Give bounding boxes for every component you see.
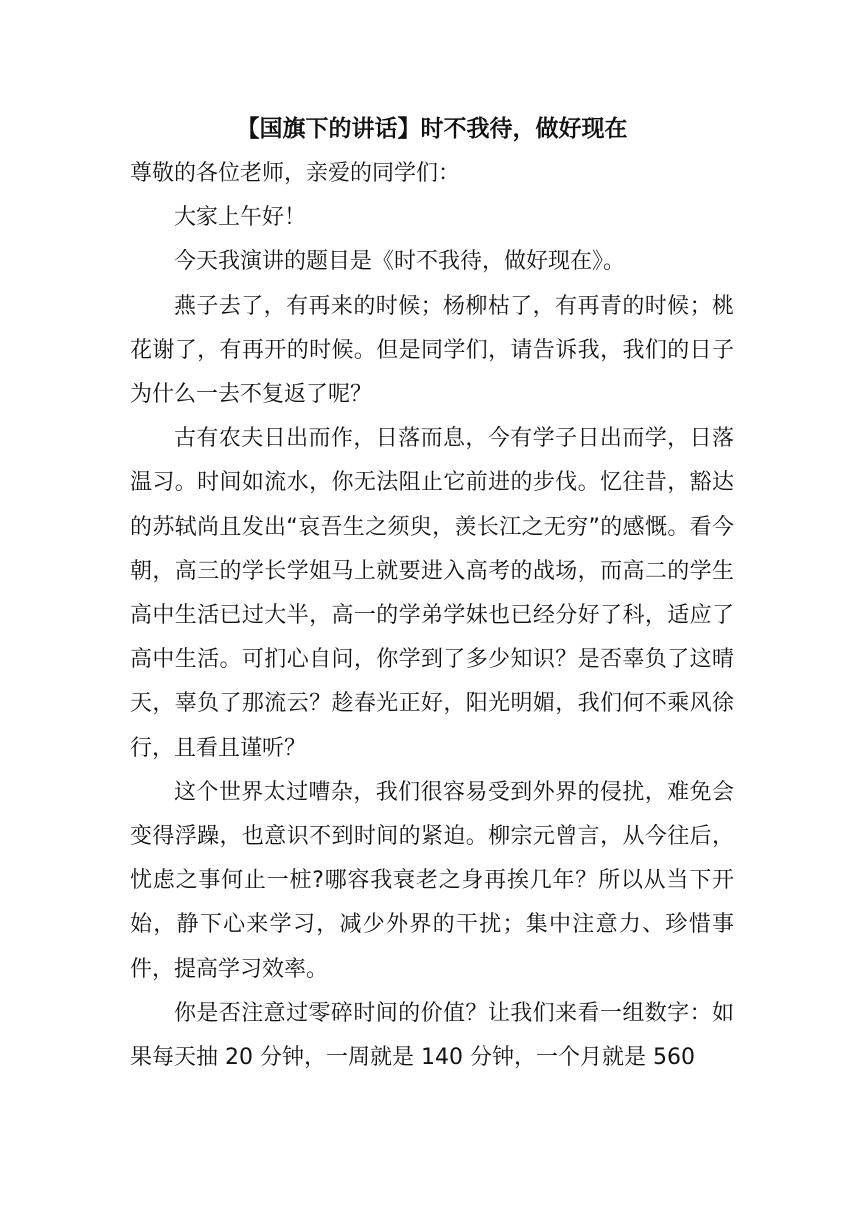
document-title: 【国旗下的讲话】时不我待，做好现在 [236, 116, 628, 142]
salutation: 尊敬的各位老师，亲爱的同学们： [130, 161, 461, 186]
document-body [130, 152, 734, 1080]
paragraph-noisy-world: 这个世界太过嘈杂，我们很容易受到外界的侵扰，难免会变得浮躁，也意识不到时间的紧迫。柳宗元曾言，从今往后，忧虑之事何止一桩?哪容我衰老之身再挨几年？所以从当下开始，静下心来学习，减少外界的干扰；集中注意力、珍惜事件，提高学习效率。 [130, 779, 734, 982]
paragraph-greeting: 大家上午好！ [174, 205, 307, 231]
paragraph-time-flow: 古有农夫日出而作，日落而息，今有学子日出而学，日落温习。时间如流水，你无法阻止它前进的步伐。忆往昔，豁达的苏轼尚且发出“哀吾生之须臾，羡长江之无穷”的感慨。看今朝，高三的学长学姐马上就要进入高考的战场，而高二的学生高中生活已过大半，高一的学弟学妹也已经分好了科，适应了高中生活。可扪心自问，你学到了多少知识？是否辜负了这晴天，辜负了那流云？趁春光正好，阳光明媚，我们何不乘风徐行，且看且谨听？ [130, 426, 734, 761]
paragraph-topic: 今天我演讲的题目是《时不我待，做好现在》。 [174, 249, 626, 275]
paragraph-swallows: 燕子去了，有再来的时候；杨柳枯了，有再青的时候；桃花谢了，有再开的时候。但是同学们，请告诉我，我们的日子为什么一去不复返了呢？ [130, 293, 734, 408]
paragraph-spare-time: 你是否注意过零碎时间的价值？让我们来看一组数字：如果每天抽 20 分钟，一周就是 140 分钟，一个月就是 560 [130, 1000, 734, 1071]
